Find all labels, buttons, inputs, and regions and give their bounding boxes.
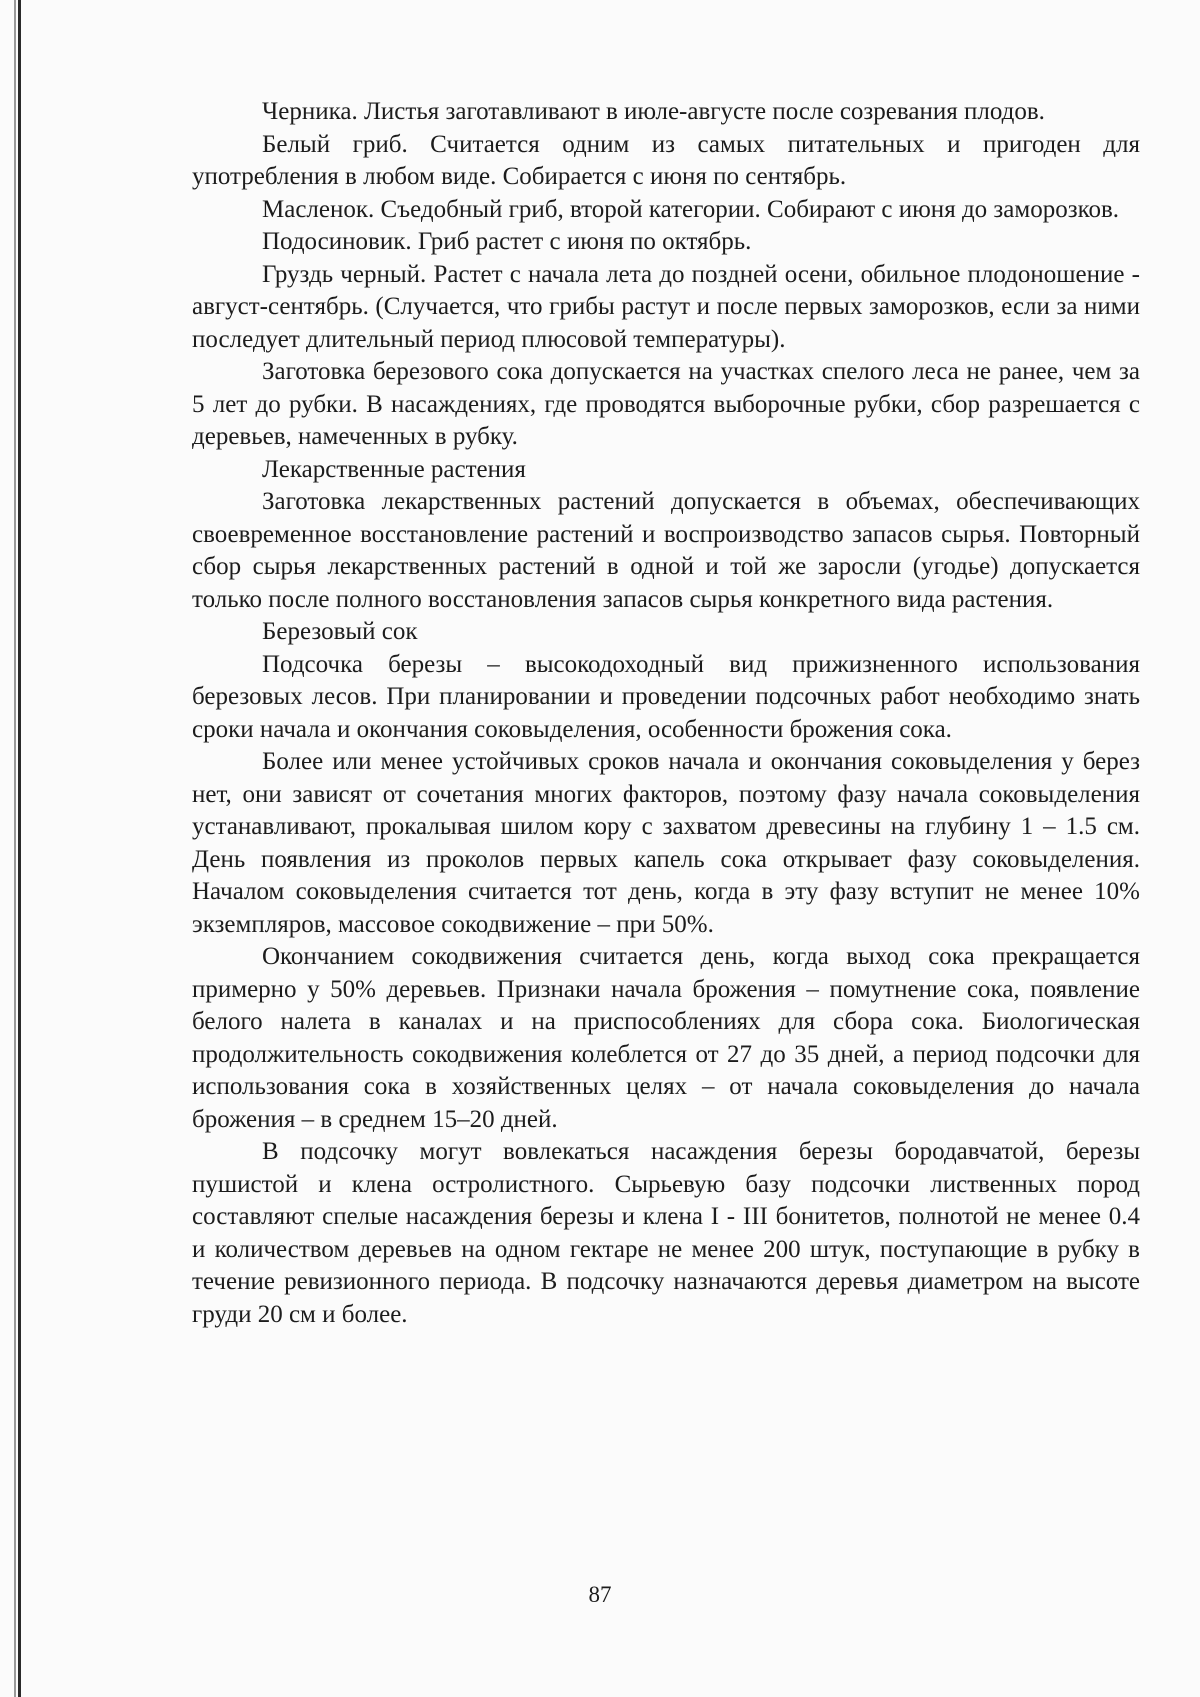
section-heading-lekarstvennye: Лекарственные растения [262, 455, 526, 483]
section-heading-berezovyj-sok: Березовый сок [262, 618, 418, 645]
scan-edge-shadow [14, 0, 16, 1697]
paragraph-lekarstvennye: Заготовка лекарственных растений допускается в объемах, обеспечивающих своевременное восстановление растений и воспроизводство запасов сырья. Повторный сбор сырья лекарственных растений в одной и той же заросли (угодье) допускается только после полного восстановления запасов сырья конкретного вида растения. [192, 488, 1140, 613]
paragraph-zagotovka-soka: Заготовка березового сока допускается на участках спелого леса не ранее, чем за 5 лет до рубки. В насаждениях, где проводятся выборочные рубки, сбор разрешается с деревьев, намеченных в рубку. [192, 358, 1140, 450]
page-number: 87 [588, 1582, 612, 1607]
paragraph-podosinovik: Подосиновик. Гриб растет с июня по октябрь. [262, 228, 752, 255]
paragraph-podsochka: Подсочка березы – высокодоходный вид прижизненного использования березовых лесов. При планировании и проведении подсочных работ необходимо знать сроки начала и окончания соковыделения, особенности брожения сока. [192, 650, 1140, 743]
paragraph-maslenok: Масленок. Съедобный гриб, второй категории. Собирают с июня до заморозков. [262, 195, 1120, 223]
paragraph-belyj-grib: Белый гриб. Считается одним из самых питательных и пригоден для употребления в любом виде. Собирается с июня по сентябрь. [192, 130, 1140, 190]
body-text [192, 96, 1140, 1331]
paragraph-syrevaya-baza: В подсочку могут вовлекаться насаждения березы бородавчатой, березы пушистой и клена остролистного. Сырьевую базу подсочки лиственных пород составляют спелые насаждения березы и клена I - III бонитетов, полнотой не менее 0.4 и количеством деревьев на одном гектаре не менее 200 штук, поступающие в рубку в течение ревизионного периода. В подсочку назначаются деревья диаметром на высоте груди 20 см и более. [192, 1138, 1140, 1328]
paragraph-okonchanie: Окончанием сокодвижения считается день, когда выход сока прекращается примерно у 50% деревьев. Признаки начала брожения – помутнение сока, появление белого налета в каналах и на приспособлениях для сбора сока. Биологическая продолжительность сокодвижения колеблется от 27 до 35 дней, а период подсочки для использования сока в хозяйственных целях – от начала соковыделения до начала брожения – в среднем 15–20 дней. [192, 943, 1140, 1133]
paragraph-chernika: Черника. Листья заготавливают в июле-августе после созревания плодов. [262, 98, 1045, 125]
scan-edge-line [18, 0, 21, 1697]
paragraph-gruzd: Груздь черный. Растет с начала лета до поздней осени, обильное плодоношение - август-сентябрь. (Случается, что грибы растут и после первых заморозков, если за ними последует длительный период плюсовой температуры). [192, 260, 1140, 353]
paragraph-sroki: Более или менее устойчивых сроков начала и окончания соковыделения у берез нет, они зависят от сочетания многих факторов, поэтому фазу начала соковыделения устанавливают, прокалывая шилом кору с захватом древесины на глубину 1 – 1.5 см. День появления из проколов первых капель сока открывает фазу соковыделения. Началом соковыделения считается тот день, когда в эту фазу вступит не менее 10% экземпляров, массовое сокодвижение – при 50%. [192, 748, 1140, 938]
